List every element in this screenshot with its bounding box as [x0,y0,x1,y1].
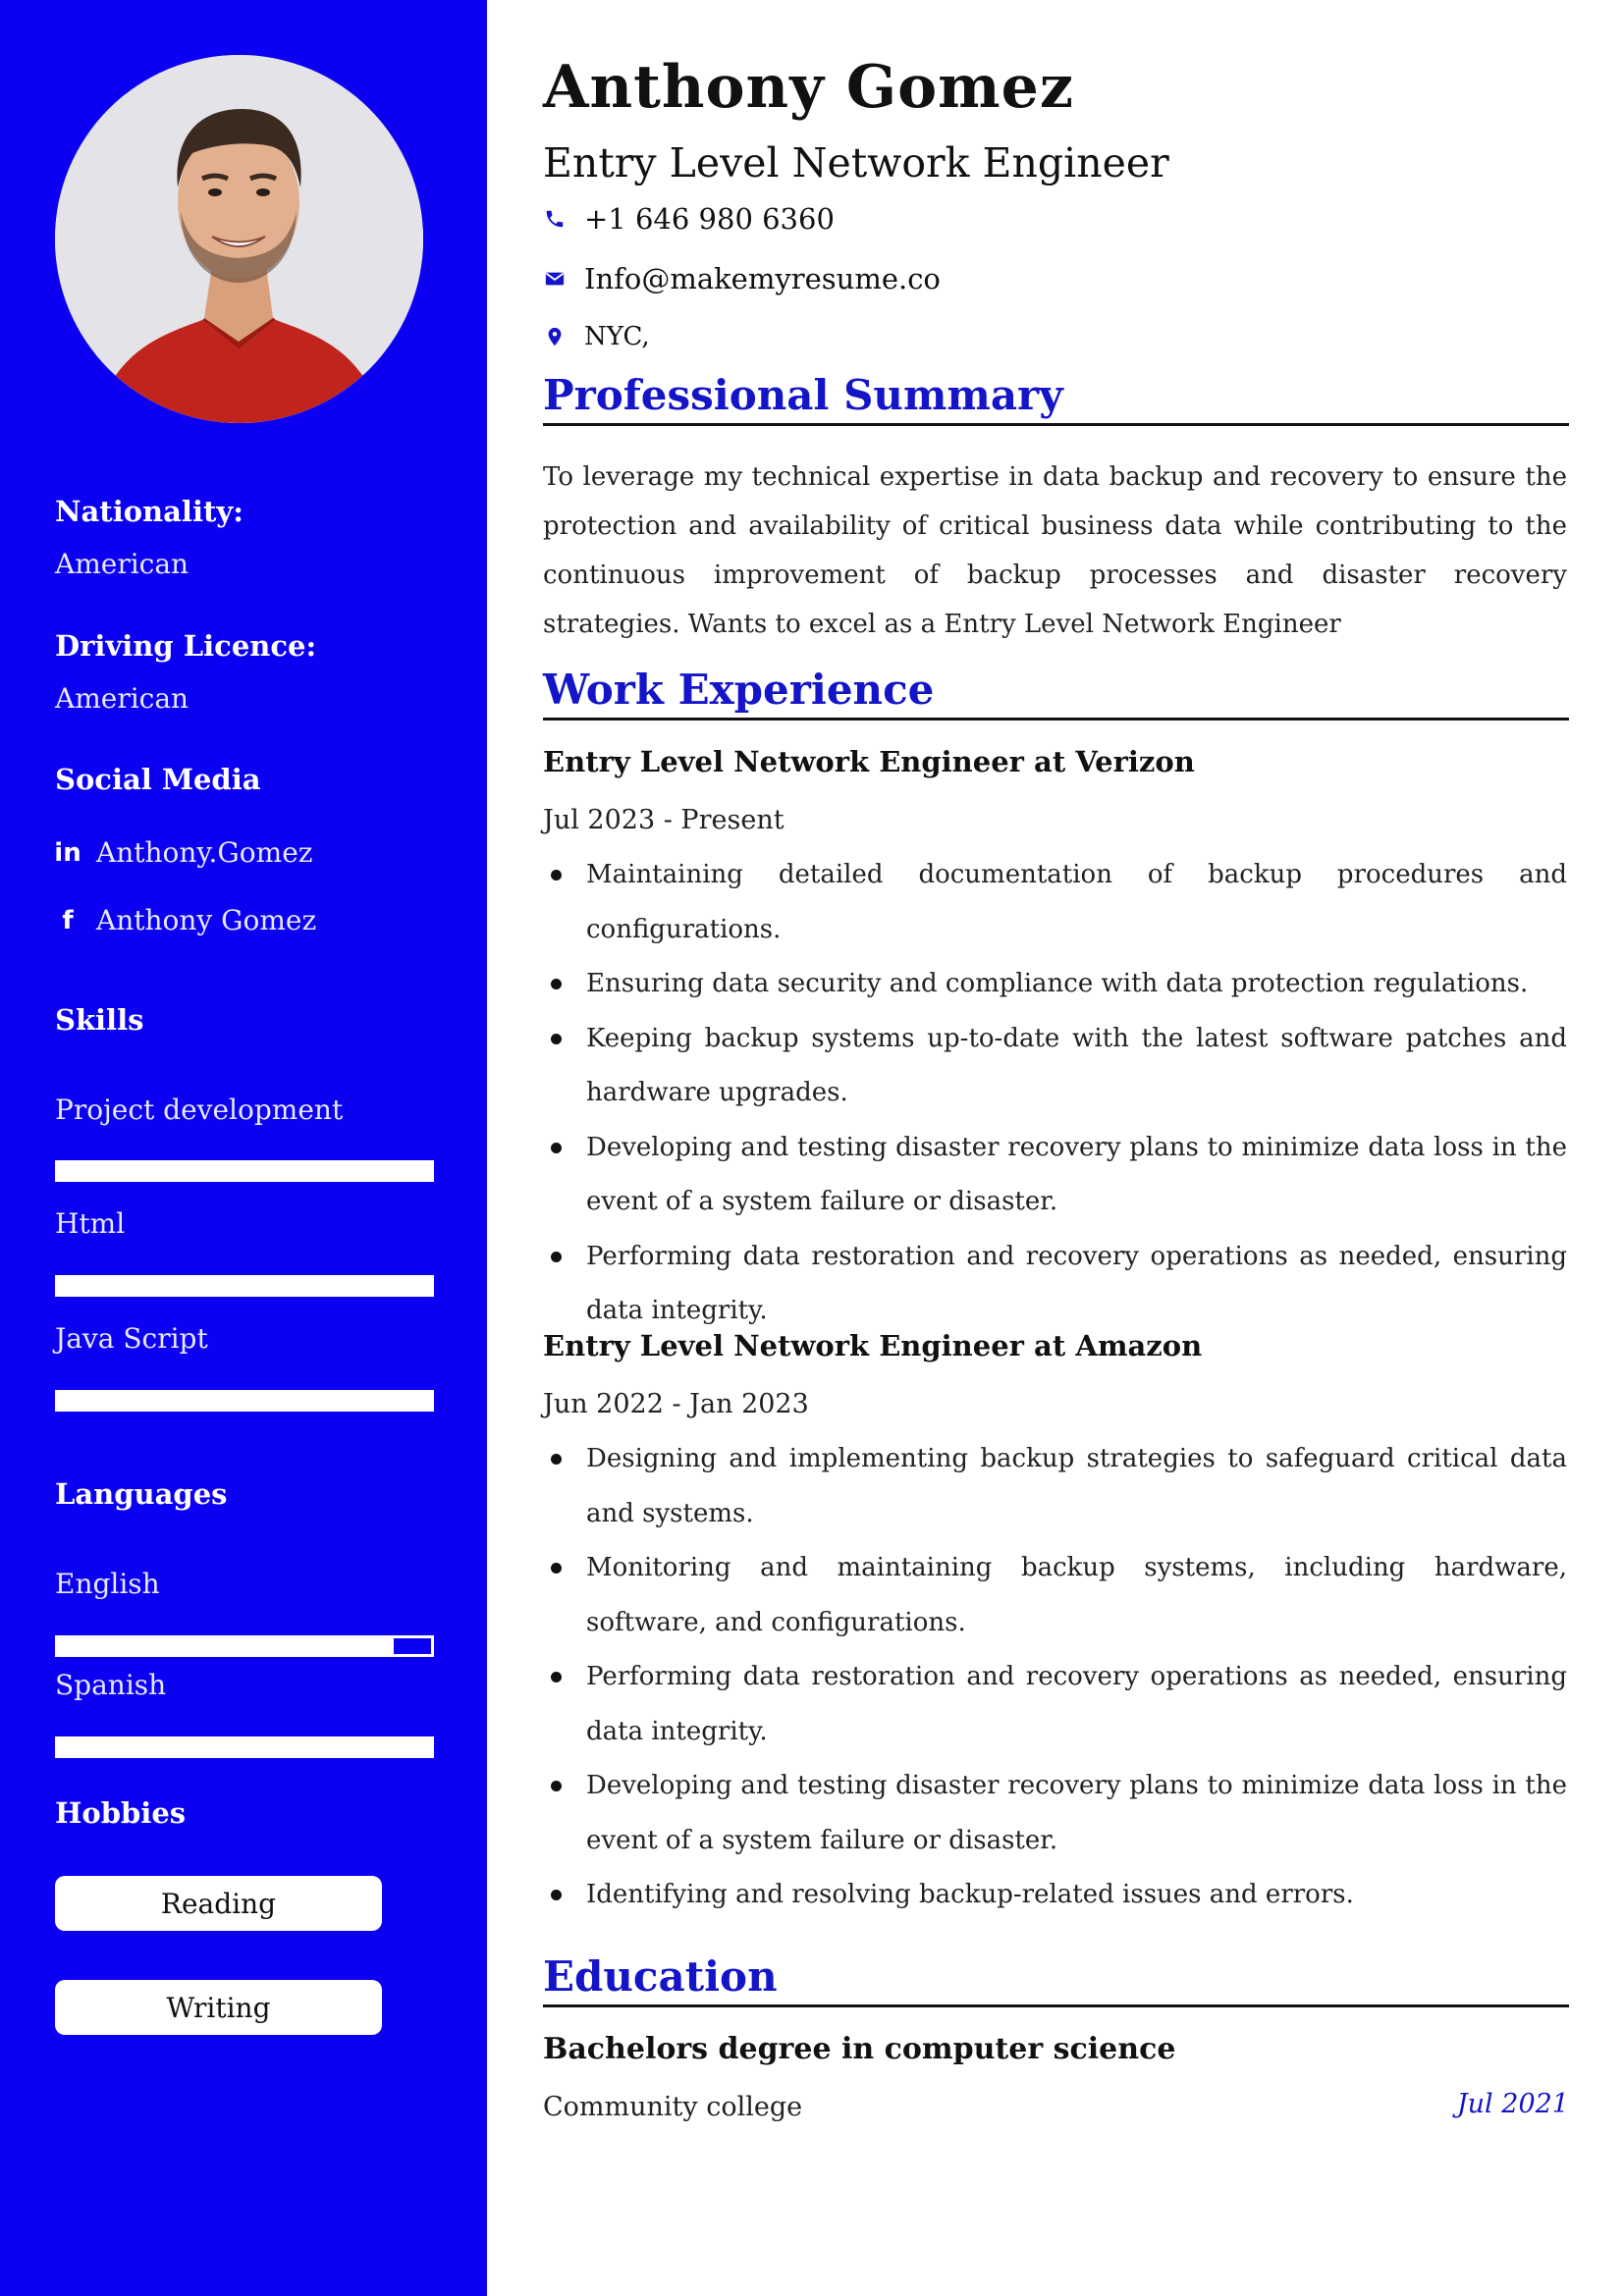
profile-photo-illustration [55,55,423,423]
job-heading: Entry Level Network Engineer at Amazon [543,1329,1203,1362]
education-degree: Bachelors degree in computer science [543,2032,1176,2066]
section-title-education: Education [543,1952,1569,2007]
education-date: Jul 2021 [1456,2089,1569,2119]
contact-location [543,322,650,351]
profile-photo [55,55,423,423]
candidate-name: Anthony Gomez [543,53,1074,122]
email-address: Info@makemyresume.co [584,262,941,295]
list-item: Developing and testing disaster recovery plans to minimize data loss in the event of a system failure or disaster. [543,1121,1567,1230]
skill-level-bar [55,1160,434,1182]
job-heading: Entry Level Network Engineer at Verizon [543,745,1195,778]
phone-number: +1 646 980 6360 [584,202,835,236]
sidebar [0,0,487,2296]
job-dates: Jun 2022 - Jan 2023 [543,1389,809,1419]
skill-level-fill [58,1393,431,1409]
list-item: Developing and testing disaster recovery plans to minimize data loss in the event of a system failure or disaster. [543,1759,1567,1868]
linkedin-handle: Anthony.Gomez [96,836,313,869]
language-level-fill [58,1739,431,1755]
facebook-handle: Anthony Gomez [96,904,317,936]
social-linkedin[interactable] [55,836,313,869]
list-item: Ensuring data security and compliance with data protection regulations. [543,957,1567,1012]
location-text: NYC, [584,322,650,351]
language-level-fill [58,1638,394,1654]
language-level-bar [55,1736,434,1758]
language-name: English [55,1568,160,1600]
skill-name: Java Script [55,1322,208,1355]
candidate-title: Entry Level Network Engineer [543,139,1169,187]
nationality-value: American [55,548,189,580]
driving-licence-value: American [55,682,189,715]
section-title-experience: Work Experience [543,666,1569,721]
skill-level-bar [55,1390,434,1412]
languages-label: Languages [55,1477,228,1511]
list-item: Identifying and resolving backup-related issues and errors. [543,1868,1567,1923]
language-name: Spanish [55,1669,167,1701]
email-icon [543,267,567,291]
location-pin-icon [543,325,567,348]
section-title-summary: Professional Summary [543,371,1569,426]
facebook-icon: f [62,905,74,935]
social-media-label: Social Media [55,763,261,796]
social-facebook[interactable] [55,904,316,936]
skill-level-bar [55,1275,434,1297]
skill-level-fill [58,1163,431,1179]
list-item: Performing data restoration and recovery operations as needed, ensuring data integrity. [543,1230,1567,1339]
list-item: Performing data restoration and recovery operations as needed, ensuring data integrity. [543,1650,1567,1759]
phone-icon [543,207,567,231]
list-item: Maintaining detailed documentation of backup procedures and configurations. [543,848,1567,957]
education-school: Community college [543,2092,803,2122]
list-item: Monitoring and maintaining backup systems, including hardware, software, and configurations. [543,1541,1567,1650]
nationality-label: Nationality: [55,495,243,528]
linkedin-icon: in [54,837,81,868]
job-bullets [543,1432,1567,1923]
language-level-bar [55,1635,434,1657]
skills-label: Skills [55,1003,144,1037]
hobbies-label: Hobbies [55,1796,187,1830]
list-item: Designing and implementing backup strategies to safeguard critical data and systems. [543,1432,1567,1541]
hobby-badge: Reading [55,1876,382,1931]
skill-level-fill [58,1278,431,1294]
job-dates: Jul 2023 - Present [543,805,784,835]
contact-email[interactable] [543,262,941,295]
contact-phone[interactable] [543,202,835,236]
job-bullets [543,848,1567,1339]
driving-licence-label: Driving Licence: [55,629,317,663]
hobby-badge: Writing [55,1980,382,2035]
list-item: Keeping backup systems up-to-date with the latest software patches and hardware upgrades. [543,1012,1567,1121]
summary-text: To leverage my technical expertise in data backup and recovery to ensure the protection and availability of critical business data while contributing to the continuous improvement of backup processes and disaster recovery strategies. Wants to excel as a Entry Level Network Engineer [543,462,1567,639]
skill-name: Project development [55,1094,344,1126]
skill-name: Html [55,1207,126,1240]
